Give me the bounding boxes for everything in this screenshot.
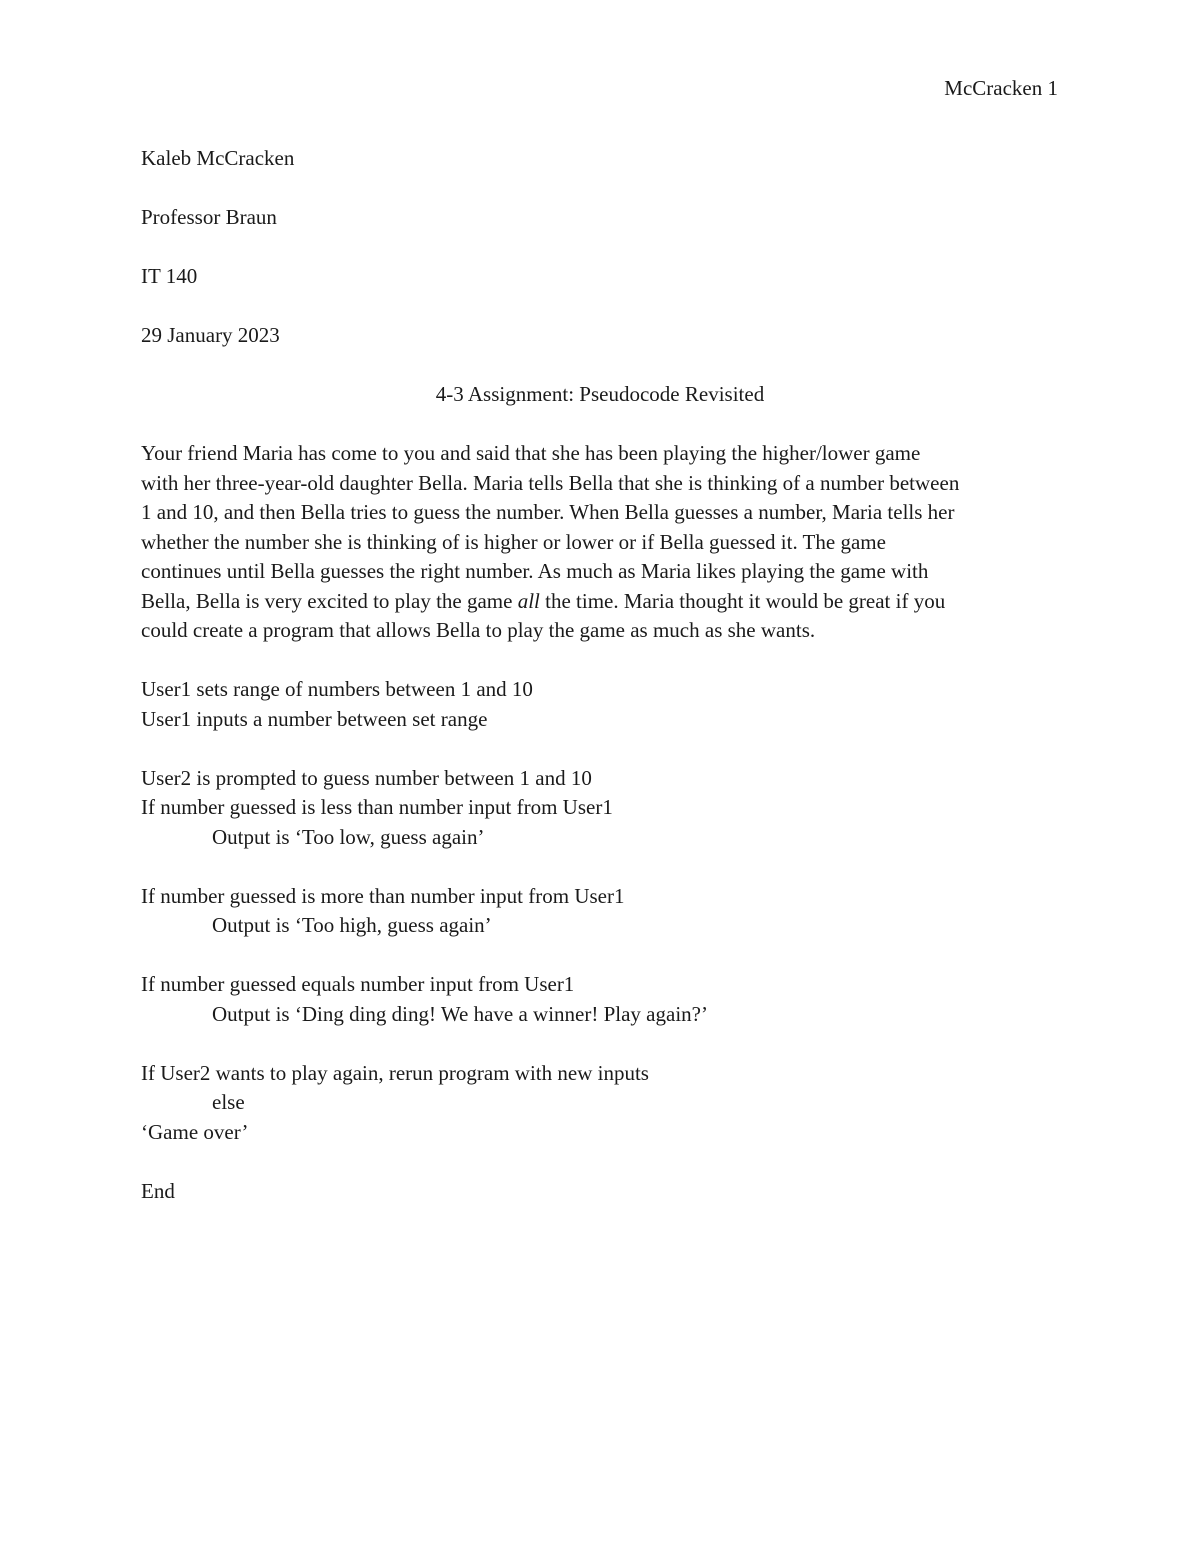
prompt-line-with-emphasis bbox=[141, 587, 1061, 617]
prompt-line: with her three-year-old daughter Bella. Maria tells Bella that she is thinking of a number between bbox=[141, 470, 960, 495]
pseudocode-output-line: Output is ‘Too high, guess again’ bbox=[212, 913, 492, 937]
pseudocode-end-line: End bbox=[141, 1178, 175, 1203]
pseudocode-line: If User2 wants to play again, rerun program with new inputs bbox=[141, 1060, 649, 1085]
pseudocode-output-line: Output is ‘Too low, guess again’ bbox=[212, 824, 485, 849]
pseudocode-output-line: Output is ‘Ding ding ding! We have a winner! Play again?’ bbox=[212, 1001, 708, 1026]
document-date: 29 January 2023 bbox=[141, 323, 280, 347]
prompt-line: 1 and 10, and then Bella tries to guess the number. When Bella guesses a number, Maria tells her bbox=[141, 500, 955, 524]
pseudocode-line: If number guessed is more than number input from User1 bbox=[141, 883, 625, 908]
pseudocode-line: ‘Game over’ bbox=[141, 1119, 249, 1144]
pseudocode-line: User2 is prompted to guess number between 1 and 10 bbox=[141, 765, 592, 790]
prompt-text: the time. Maria thought it would be great if you bbox=[539, 588, 946, 613]
pseudocode-line: User1 inputs a number between set range bbox=[141, 706, 488, 731]
pseudocode-line: If number guessed is less than number input from User1 bbox=[141, 795, 613, 819]
pseudocode-line: If number guessed equals number input from User1 bbox=[141, 972, 575, 996]
prompt-line: continues until Bella guesses the right number. As much as Maria likes playing the game with bbox=[141, 559, 929, 583]
pseudocode-line: User1 sets range of numbers between 1 and 10 bbox=[141, 677, 533, 701]
prompt-line: could create a program that allows Bella to play the game as much as she wants. bbox=[141, 618, 816, 642]
page-header: McCracken 1 bbox=[944, 76, 1058, 100]
emphasis-text: all bbox=[517, 588, 540, 613]
document-title: 4-3 Assignment: Pseudocode Revisited bbox=[435, 382, 765, 406]
professor-name: Professor Braun bbox=[141, 205, 277, 229]
prompt-paragraph bbox=[141, 439, 1061, 646]
author-name: Kaleb McCracken bbox=[141, 146, 295, 170]
pseudocode-else-line: else bbox=[212, 1090, 245, 1114]
document-body bbox=[141, 144, 1061, 1206]
prompt-text: Bella, Bella is very excited to play the game bbox=[141, 588, 518, 613]
prompt-line: Your friend Maria has come to you and said that she has been playing the higher/lower game bbox=[141, 441, 921, 465]
course-name: IT 140 bbox=[141, 264, 198, 288]
prompt-line: whether the number she is thinking of is higher or lower or if Bella guessed it. The game bbox=[141, 529, 886, 554]
